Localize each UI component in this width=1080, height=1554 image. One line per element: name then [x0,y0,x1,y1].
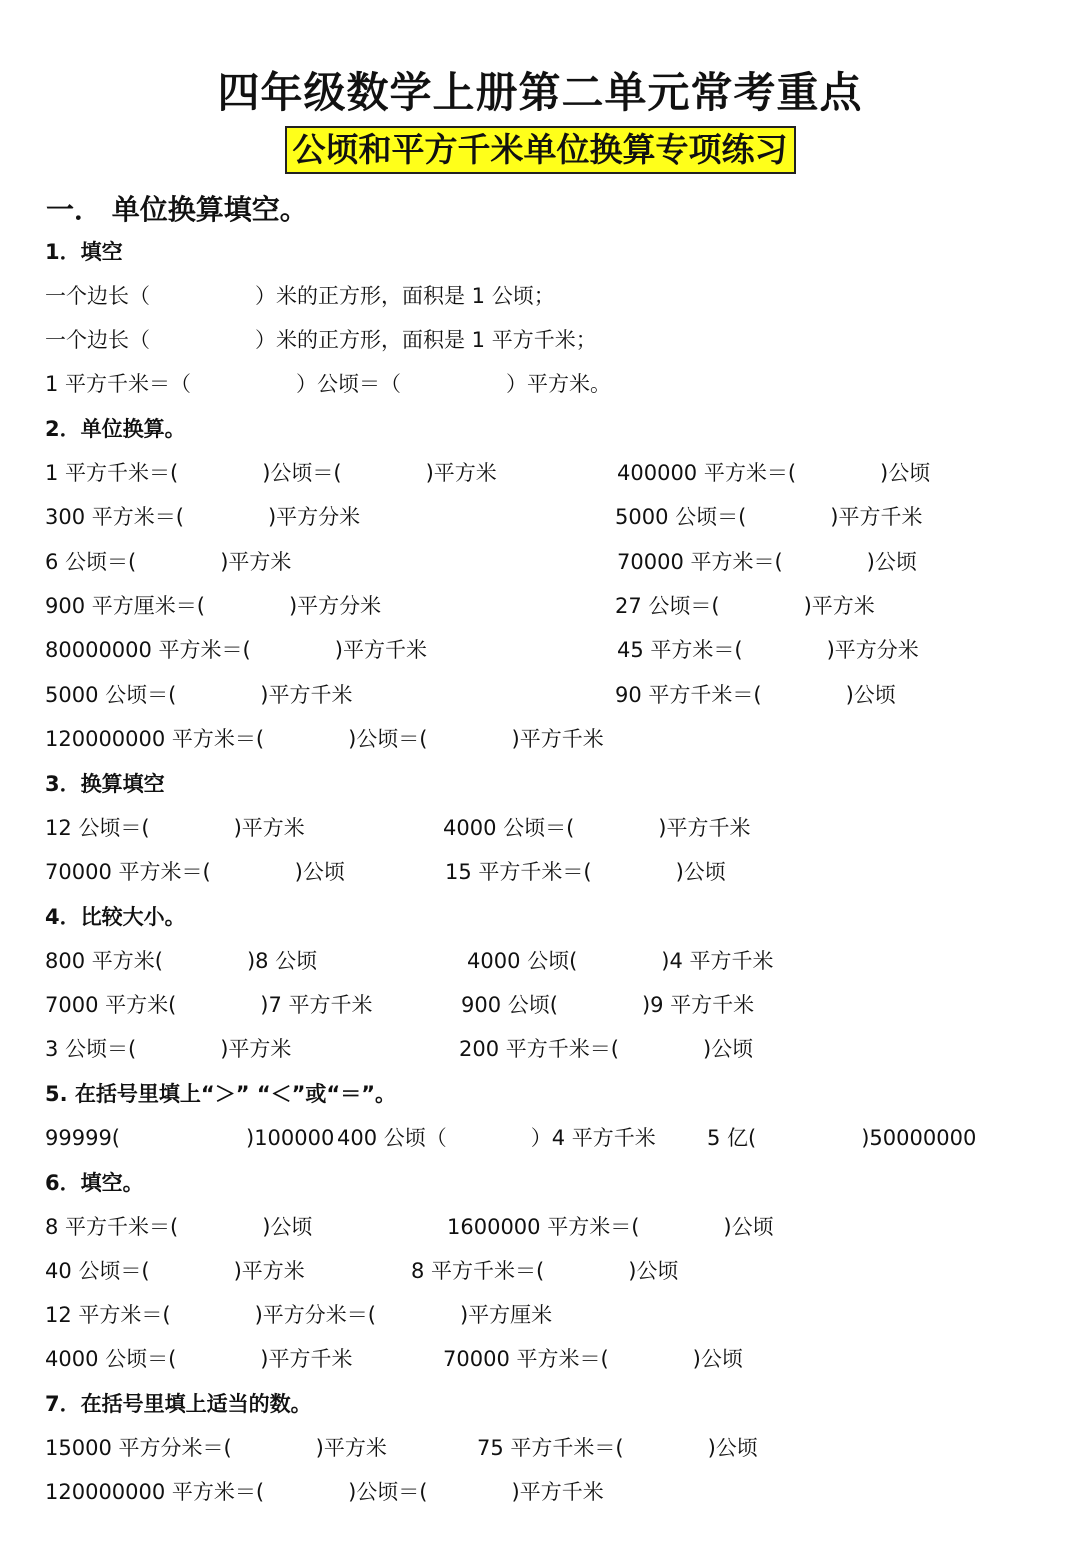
exercise-row [0,545,1080,579]
question-heading-row [0,235,1080,269]
exercise-item: 8 平方千米＝( )公顷 [411,1259,679,1283]
exercise-item: 40 公顷＝( )平方米 [45,1259,305,1283]
exercise-row [0,279,1080,313]
exercise-item: 15 平方千米＝( )公顷 [445,860,726,884]
page-subtitle: 公顷和平方千米单位换算专项练习 [285,126,796,174]
exercise-item: 120000000 平方米＝( )公顷＝( )平方千米 [45,1480,604,1504]
question-heading: 3．换算填空 [45,772,165,796]
exercise-item: 12 公顷＝( )平方米 [45,816,305,840]
exercise-row [0,1032,1080,1066]
question-heading: 4．比较大小。 [45,905,186,929]
exercise-item: 300 平方米＝( )平方分米 [45,505,361,529]
exercise-row [0,500,1080,534]
exercise-item: 4000 公顷( )4 平方千米 [467,949,774,973]
exercise-item: 4000 公顷＝( )平方千米 [45,1347,353,1371]
question-heading: 1．填空 [45,240,123,264]
exercise-row [0,678,1080,712]
exercise-row [0,1210,1080,1244]
exercise-item: 1 平方千米＝( )公顷＝( )平方米 [45,461,497,485]
exercise-item: 8 平方千米＝( )公顷 [45,1215,313,1239]
question-heading-row [0,412,1080,446]
exercise-item: 200 平方千米＝( )公顷 [459,1037,754,1061]
exercise-item: 900 平方厘米＝( )平方分米 [45,594,382,618]
exercise-row [0,633,1080,667]
question-heading: 2．单位换算。 [45,417,186,441]
exercise-row [0,722,1080,756]
section-heading: 一． 单位换算填空。 [46,193,308,226]
exercise-row [0,1121,1080,1155]
exercise-item: 3 公顷＝( )平方米 [45,1037,292,1061]
subtitle-container [0,126,1080,174]
exercise-item: 12 平方米＝( )平方分米＝( )平方厘米 [45,1303,553,1327]
exercise-row [0,855,1080,889]
exercise-item: 7000 平方米( )7 平方千米 [45,993,373,1017]
exercise-row [0,1298,1080,1332]
question-heading: 6．填空。 [45,1171,144,1195]
question-heading: 5. 在括号里填上“＞” “＜”或“＝”。 [45,1082,397,1106]
exercise-item: 45 平方米＝( )平方分米 [617,638,919,662]
exercise-row [0,589,1080,623]
exercise-item: 27 公顷＝( )平方米 [615,594,875,618]
question-heading-row [0,1077,1080,1111]
exercise-row [0,1342,1080,1376]
exercise-row [0,944,1080,978]
exercise-item: 70000 平方米＝( )公顷 [443,1347,743,1371]
exercise-item: 1600000 平方米＝( )公顷 [447,1215,774,1239]
question-heading-row [0,900,1080,934]
question-heading-row [0,1387,1080,1421]
exercise-row [0,1431,1080,1465]
exercise-item: 70000 平方米＝( )公顷 [45,860,345,884]
exercise-item: 800 平方米( )8 公顷 [45,949,318,973]
exercise-row [0,323,1080,357]
exercise-item: 一个边长（ ）米的正方形，面积是 1 公顷； [45,284,555,308]
exercise-row [0,811,1080,845]
exercise-item: 75 平方千米＝( )公顷 [477,1436,758,1460]
exercise-item: 70000 平方米＝( )公顷 [617,550,917,574]
exercise-row [0,456,1080,490]
exercise-row [0,1475,1080,1509]
exercise-item: 90 平方千米＝( )公顷 [615,683,896,707]
exercise-item: 900 公顷( )9 平方千米 [461,993,755,1017]
exercise-item: 80000000 平方米＝( )平方千米 [45,638,427,662]
question-heading: 7．在括号里填上适当的数。 [45,1392,312,1416]
exercise-item: 400000 平方米＝( )公顷 [617,461,931,485]
question-heading-row [0,767,1080,801]
page-title: 四年级数学上册第二单元常考重点 [217,68,863,117]
exercise-item: 5 亿( )50000000 [707,1126,977,1150]
exercise-row [0,367,1080,401]
exercise-item: 5000 公顷＝( )平方千米 [45,683,353,707]
exercise-item: 6 公顷＝( )平方米 [45,550,292,574]
exercise-item: 4000 公顷＝( )平方千米 [443,816,751,840]
exercise-item: 1 平方千米＝（ ）公顷＝（ ）平方米。 [45,372,612,396]
exercise-item: 120000000 平方米＝( )公顷＝( )平方千米 [45,727,604,751]
exercise-item: 15000 平方分米＝( )平方米 [45,1436,387,1460]
question-heading-row [0,1166,1080,1200]
exercise-item: 99999( )100000 [45,1126,335,1150]
exercise-row [0,1254,1080,1288]
exercise-row [0,988,1080,1022]
exercise-item: 400 公顷（ ）4 平方千米 [337,1126,656,1150]
exercise-item: 一个边长（ ）米的正方形，面积是 1 平方千米； [45,328,597,352]
exercise-item: 5000 公顷＝( )平方千米 [615,505,923,529]
